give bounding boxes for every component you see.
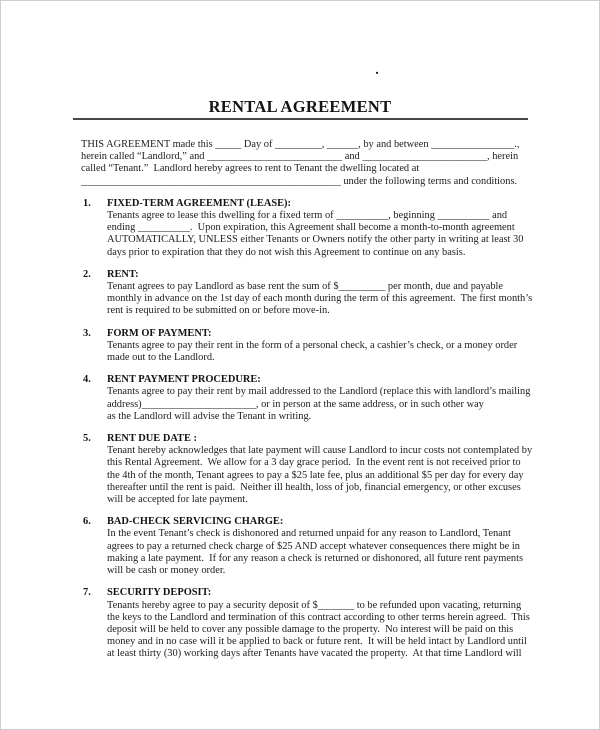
section-number: 3. [83, 327, 91, 339]
page-title: RENTAL AGREEMENT [208, 97, 392, 116]
intro-paragraph [81, 139, 599, 188]
section-body [107, 281, 599, 318]
section-rent-payment-procedure [83, 374, 599, 423]
section-fixed-term-agreement [83, 198, 599, 259]
section-number: 5. [83, 433, 91, 445]
section-heading-row [83, 587, 599, 599]
body-line: thereafter until the rent is paid. Neither ill health, loss of job, financial emergency, or other excuses [107, 481, 521, 493]
body-line: Tenants agree to lease this dwelling for a fixed term of __________, beginning __________ and [107, 210, 508, 222]
section-number: 2. [83, 268, 91, 280]
section-body [107, 210, 599, 259]
section-rent [83, 269, 599, 318]
section-heading: RENT: [107, 268, 139, 280]
section-body [107, 600, 599, 661]
body-line: Tenants hereby agree to pay a security deposit of $_______ to be refunded upon vacating, returning [107, 599, 522, 611]
body-line: the keys to the Landlord and termination of this contract according to other terms herein agreed. This [107, 611, 530, 623]
intro-line: __________________________________________________ under the following terms and conditions. [81, 175, 518, 187]
section-heading-row [83, 433, 599, 445]
body-line: Tenants agree to pay their rent by mail addressed to the Landlord (replace this with landlord’s mailing [107, 386, 531, 398]
section-security-deposit [83, 587, 599, 660]
section-bad-check-servicing-charge [83, 516, 599, 577]
stray-period: . [375, 63, 379, 78]
body-line: will be accepted for late payment. [107, 494, 248, 506]
body-line: address)______________________, or in person at the same address, or in such other way [107, 398, 484, 410]
body-line: deposit will be held to cover any possible damage to the property. No interest will be paid on this [107, 623, 514, 635]
body-line: rent is required to be submitted on or before move-in. [107, 305, 330, 317]
body-line: making a late payment. If for any reason a check is returned or dishonored, all future rent payments [107, 552, 524, 564]
body-line: Tenants agree to pay their rent in the form of a personal check, a cashier’s check, or a money order [107, 339, 518, 351]
section-number: 6. [83, 516, 91, 528]
body-line: In the event Tenant’s check is dishonored and returned unpaid for any reason to Landlord, Tenant [107, 528, 511, 540]
section-body [107, 386, 599, 423]
section-rent-due-date [83, 433, 599, 506]
section-heading: RENT DUE DATE : [107, 433, 197, 445]
section-body [107, 528, 599, 577]
body-line: made out to the Landlord. [107, 352, 215, 364]
section-number: 7. [83, 587, 91, 599]
body-line: the 4th of the month, Tenant agrees to pay a $25 late fee, plus an additional $5 per day for every day [107, 469, 524, 481]
section-heading: RENT PAYMENT PROCEDURE: [107, 374, 261, 386]
body-line: Tenant hereby acknowledges that late payment will cause Landlord to incur costs not contemplated by [107, 445, 533, 457]
intro-line: herein called “Landlord,” and __________________________ and ________________________, herein [81, 151, 519, 163]
body-line: AUTOMATICALLY, UNLESS either Tenants or Owners notify the other party in writing at least 30 [107, 234, 524, 246]
body-line: as the Landlord will advise the Tenant in writing. [107, 410, 312, 422]
section-heading: SECURITY DEPOSIT: [107, 587, 212, 599]
section-heading-row [83, 516, 599, 528]
section-heading-row [83, 198, 599, 210]
section-heading-row [83, 374, 599, 386]
title-rule [73, 118, 528, 120]
intro-line: called “Tenant.” Landlord hereby agrees to rent to Tenant the dwelling located at [81, 163, 420, 175]
section-heading: FORM OF PAYMENT: [107, 327, 212, 339]
body-line: will be cash or money order. [107, 565, 226, 577]
section-number: 4. [83, 374, 91, 386]
intro-line: THIS AGREEMENT made this _____ Day of _________, ______, by and between ________________., [81, 139, 520, 150]
section-heading-row [83, 328, 599, 340]
body-line: Tenant agrees to pay Landlord as base rent the sum of $_________ per month, due and payable [107, 281, 504, 293]
section-form-of-payment [83, 328, 599, 365]
section-heading-row [83, 269, 599, 281]
body-line: days prior to expiration that they do not wish this Agreement to continue on any basis. [107, 246, 466, 258]
body-line: monthly in advance on the 1st day of each month during the term of this agreement. The first month’s [107, 293, 533, 305]
section-heading: FIXED-TERM AGREEMENT (LEASE): [107, 197, 291, 209]
section-heading: BAD-CHECK SERVICING CHARGE: [107, 516, 284, 528]
body-line: agrees to pay a returned check charge of $25 AND accept whatever consequences there might be in [107, 540, 520, 552]
body-line: ending __________. Upon expiration, this Agreement shall become a month-to-month agreement [107, 222, 515, 234]
body-line: money and in no case will it be applied to back or future rent. It will be held intact by Landlord until [107, 636, 527, 648]
section-body [107, 340, 599, 364]
section-body [107, 445, 599, 506]
body-line: at least thirty (30) working days after Tenants have vacated the property. At that time Landlord will [107, 648, 522, 660]
section-number: 1. [83, 197, 91, 209]
body-line: this Rental Agreement. We allow for a 3 day grace period. In the event rent is not received prior to [107, 457, 521, 469]
